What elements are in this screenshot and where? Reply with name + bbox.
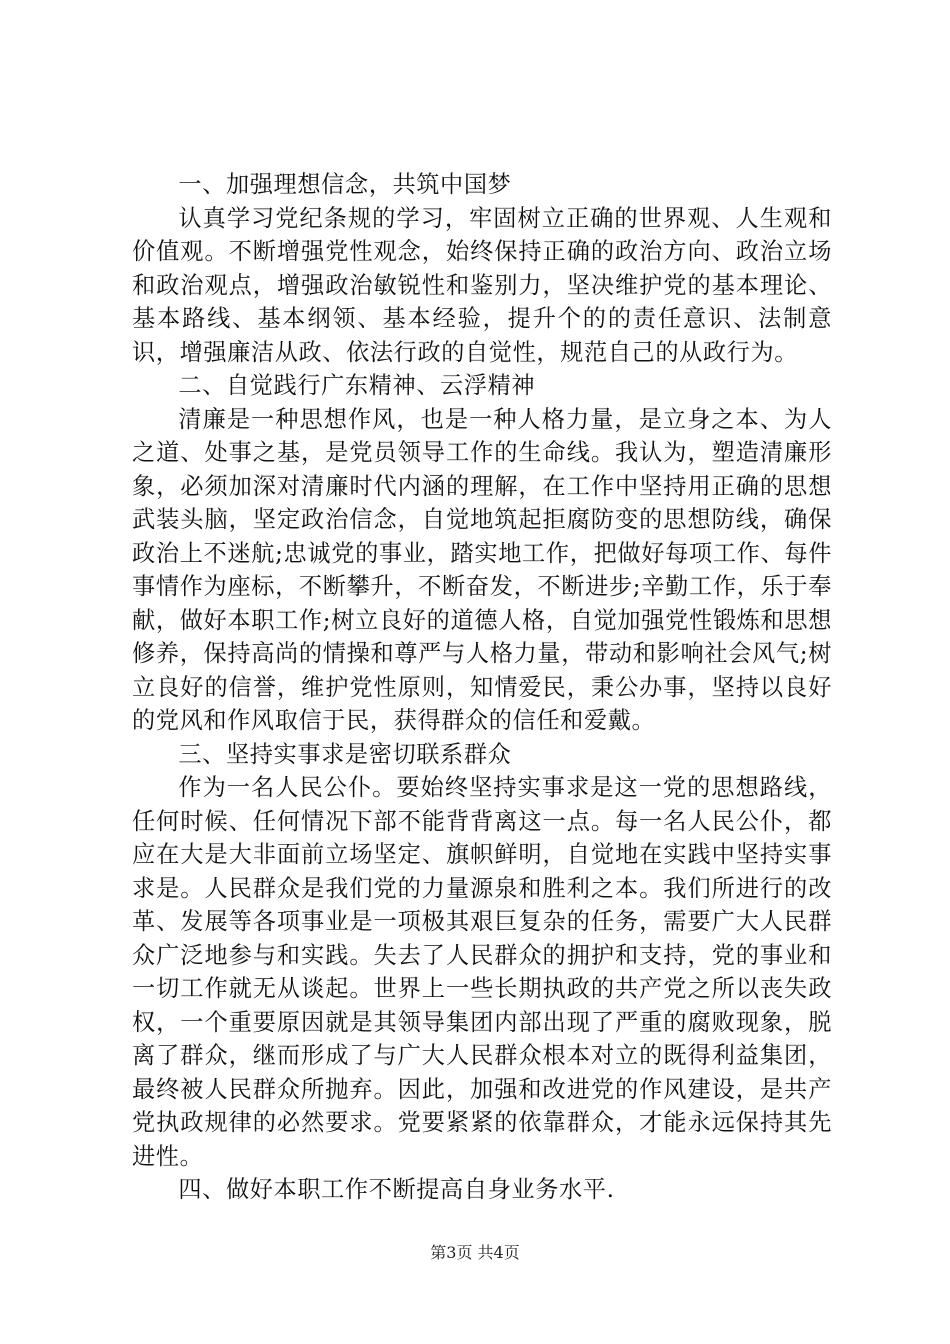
section-3-heading: 三、坚持实事求是密切联系群众 <box>178 740 512 768</box>
section-3-paragraph: 作为一名人民公仆。要始终坚持实事求是这一党的思想路线，任何时候、任何情况下部不能背背离这一点。每一名人民公仆，都应在大是大非面前立场坚定、旗帜鲜明，自觉地在实践中坚持实事求是。人民群众是我们党的力量源泉和胜利之本。我们所进行的改革、发展等各项事业是一项极其艰巨复杂的任务，需要广大人民群众广泛地参与和实践。失去了人民群众的拥护和支持，党的事业和一切工作就无从谈起。世界上一些长期执政的共产党之所以丧失政权，一个重要原因就是其领导集团内部出现了严重的腐败现象，脱离了群众，继而形成了与广大人民群众根本对立的既得利益集团，最终被人民群众所抛弃。因此，加强和改进党的作风建设，是共产党执政规律的必然要求。党要紧紧的依靠群众，才能永远保持其先进性。 <box>132 774 832 1170</box>
section-1-heading: 一、加强理想信念，共筑中国梦 <box>178 171 512 198</box>
page-number-footer: 第3页 共4页 <box>430 1243 520 1262</box>
section-2-heading: 二、自觉践行广东精神、云浮精神 <box>178 372 536 399</box>
section-1-paragraph: 认真学习党纪条规的学习，牢固树立正确的世界观、人生观和价值观。不断增强党性观念，始终保持正确的政治方向、政治立场和政治观点，增强政治敏锐性和鉴别力，坚决维护党的基本理论、基本路线、基本纲领、基本经验，提升个的的责任意识、法制意识，增强廉洁从政、依法行政的自觉性，规范自己的从政行为。 <box>132 204 832 366</box>
section-4-heading: 四、做好本职工作不断提高自身业务水平. <box>178 1176 615 1203</box>
document-body <box>132 168 832 1207</box>
section-2-paragraph: 清廉是一种思想作风，也是一种人格力量，是立身之本、为人之道、处事之基，是党员领导工作的生命线。我认为，塑造清廉形象，必须加深对清廉时代内涵的理解，在工作中坚持用正确的思想武装头脑，坚定政治信念，自觉地筑起拒腐防变的思想防线，确保政治上不迷航;忠诚党的事业，踏实地工作，把做好每项工作、每件事情作为座标，不断攀升，不断奋发，不断进步;辛勤工作，乐于奉献，做好本职工作;树立良好的道德人格，自觉加强党性锻炼和思想修养，保持高尚的情操和尊严与人格力量，带动和影响社会风气;树立良好的信誉，维护党性原则，知情爱民，秉公办事，坚持以良好的党风和作风取信于民，获得群众的信任和爱戴。 <box>132 405 832 734</box>
